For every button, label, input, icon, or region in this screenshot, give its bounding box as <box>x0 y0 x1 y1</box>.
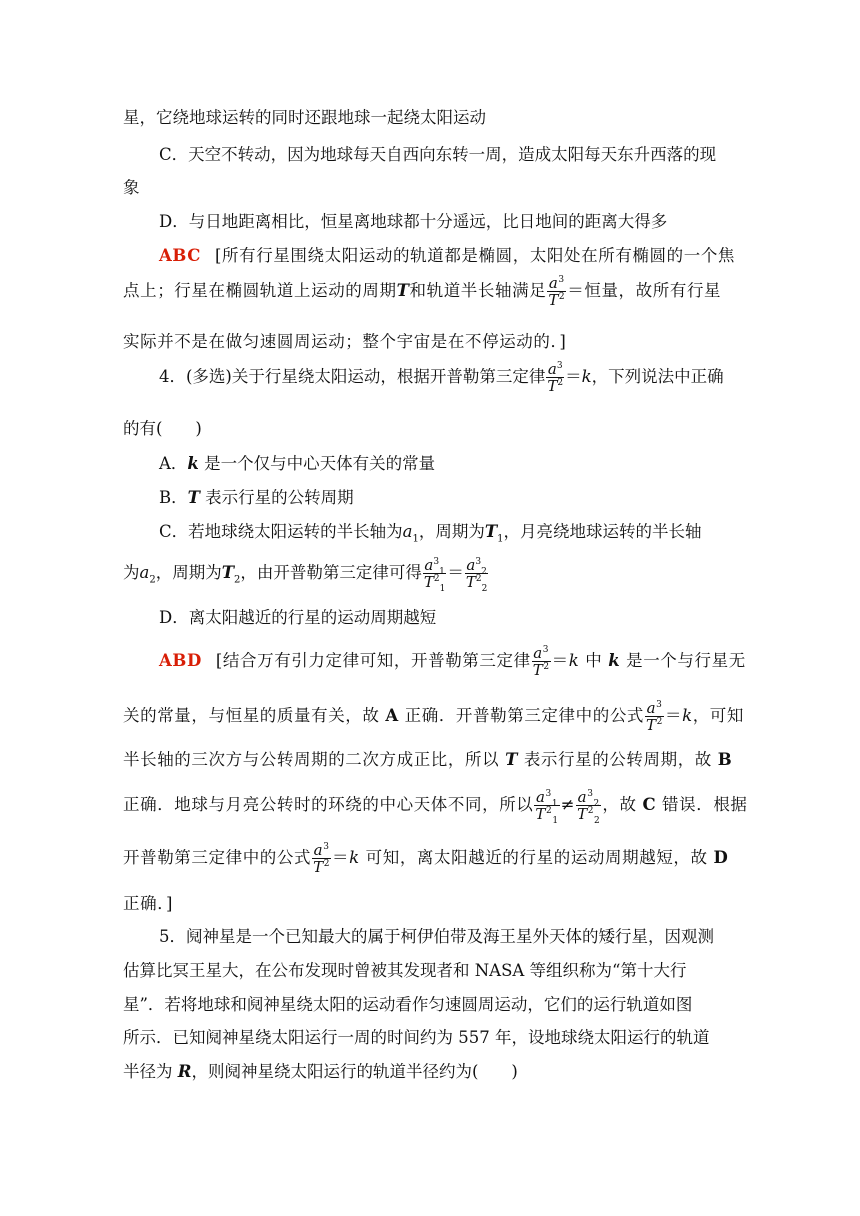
text: 星”．若将地球和阋神星绕太阳的运动看作匀速圆周运动，它们的运行轨道如图 <box>123 995 693 1014</box>
fraction-a1-cubed-over-T1-squared: $\frac{a^3_1}{T^2_1}$ <box>423 556 446 594</box>
text: 的有( ) <box>123 419 202 438</box>
answer-key: ABD <box>159 651 202 670</box>
fraction-a3-over-T2: $\frac{a^3}{T^2}$ <box>313 841 331 876</box>
text: [所有行星围绕太阳运动的轨道都是椭圆，太阳处在所有椭圆的一个焦 <box>215 246 736 265</box>
symbol-T: T <box>187 488 200 507</box>
fraction-a2-cubed-over-T2-squared: $\frac{a^3_2}{T^2_2}$ <box>577 788 601 826</box>
text: ，下列说法中正确 <box>591 367 724 386</box>
symbol-k: k <box>187 454 199 473</box>
text: 所示．已知阋神星绕太阳运行一周的时间约为 557 年，设地球绕太阳运行的轨道 <box>123 1028 710 1047</box>
symbol-k: k <box>581 367 592 386</box>
text: 正确．] <box>123 894 174 913</box>
q5-line-2 <box>123 957 687 981</box>
q4-solution-line-4: 正确．地球与月亮公转时的环绕的中心天体不同，所以 $\frac{a^3_1}{T^2_1}$ ≠ $\frac{a^3_2}{T^2_2}$ ，故 C 错误．根据 <box>123 788 748 826</box>
q5-line-1 <box>159 923 714 947</box>
q4-solution-line-2: 关的常量，与恒星的质量有关，故 A 正确．开普勒第三定律中的公式 $\frac{a^3}{T^2}$ ＝k，可知 <box>123 699 744 734</box>
q4-option-d <box>159 604 436 628</box>
fraction-a3-over-T2: $\frac{a^3}{T^2}$ <box>646 699 663 734</box>
text: 实际并不是在做匀速圆周运动；整个宇宙是在不停运动的．] <box>123 332 567 351</box>
q4-stem-line-2 <box>123 415 202 439</box>
q5-line-5: 半径为 R，则阋神星绕太阳运行的轨道半径约为( ) <box>123 1062 518 1081</box>
q4-option-b: B．T 表示行星的公转周期 <box>159 488 354 507</box>
q3-solution-line-1 <box>159 242 735 266</box>
fraction-a1-cubed-over-T1-squared: $\frac{a^3_1}{T^2_1}$ <box>535 788 559 826</box>
text: 表示行星的公转周期 <box>205 488 354 507</box>
text: D．离太阳越近的行星的运动周期越短 <box>159 608 437 627</box>
fraction-a3-over-T2: $\frac{a^3}{T^2}$ <box>532 644 550 679</box>
text: C．天空不转动，因为地球每天自西向东转一周，造成太阳每天东升西落的现 <box>159 145 717 164</box>
text: 象 <box>123 178 140 197</box>
q3-option-d <box>159 208 667 232</box>
text: 4．(多选)关于行星绕太阳运动，根据开普勒第三定律 <box>159 367 546 386</box>
symbol-T: T <box>396 281 410 300</box>
text: 是一个仅与中心天体有关的常量 <box>204 454 436 473</box>
q4-option-c-line-2: 为$a_2$，周期为$T_2$，由开普勒第三定律可得 $\frac{a^3_1}{T^2_1}$ ＝ $\frac{a^3_2}{T^2_2}$ <box>123 556 488 594</box>
q3-option-c <box>159 141 716 165</box>
q4-solution-line-3: 半长轴的三次方与公转周期的二次方成正比，所以 T 表示行星的公转周期，故 B <box>123 750 733 769</box>
text: 点上；行星在椭圆轨道上运动的周期 <box>123 281 397 300</box>
q3-option-b-continued <box>123 104 486 128</box>
q3-option-c-continued <box>123 174 140 198</box>
q4-stem-line-1: 4．(多选)关于行星绕太阳运动，根据开普勒第三定律 $\frac{a^3}{T^2}$ ＝k，下列说法中正确 <box>159 360 724 395</box>
q4-solution-line-1: ABD [结合万有引力定律可知，开普勒第三定律 $\frac{a^3}{T^2}$ ＝k 中 k 是一个与行星无 <box>159 644 746 679</box>
text: ＝恒量，故所有行星 <box>567 281 722 300</box>
text: 5．阋神星是一个已知最大的属于柯伊伯带及海王星外天体的矮行星，因观测 <box>159 927 714 946</box>
symbol-R: R <box>177 1062 192 1081</box>
q5-line-4 <box>123 1024 709 1048</box>
fraction-a3-over-T2: $\frac{a^3}{T^2}$ <box>547 360 564 395</box>
q4-solution-line-6 <box>123 890 173 914</box>
fraction-a2-cubed-over-T2-squared: $\frac{a^3_2}{T^2_2}$ <box>465 556 488 594</box>
q3-solution-line-3 <box>123 328 566 352</box>
answer-key: ABC <box>159 246 201 265</box>
q4-option-a: A．k 是一个仅与中心天体有关的常量 <box>159 454 436 473</box>
text: 和轨道半长轴满足 <box>409 281 547 300</box>
text: D．与日地距离相比，恒星离地球都十分遥远，比日地间的距离大得多 <box>159 212 668 231</box>
q4-option-c-line-1: C．若地球绕太阳运转的半长轴为$a_1$，周期为$T_1$，月亮绕地球运转的半长轴 <box>159 522 702 545</box>
text: 星，它绕地球运转的同时还跟地球一起绕太阳运动 <box>123 108 486 127</box>
q4-solution-line-5: 开普勒第三定律中的公式 $\frac{a^3}{T^2}$ ＝k 可知，离太阳越近的行星的运动周期越短，故 D <box>123 841 729 876</box>
q5-line-3 <box>123 991 692 1015</box>
fraction-a3-over-T2: $\frac{a^3}{T^2}$ <box>548 274 566 309</box>
q3-solution-line-2 <box>123 275 721 308</box>
text: 估算比冥王星大，在公布发现时曾被其发现者和 NASA 等组织称为“第十大行 <box>123 961 687 980</box>
